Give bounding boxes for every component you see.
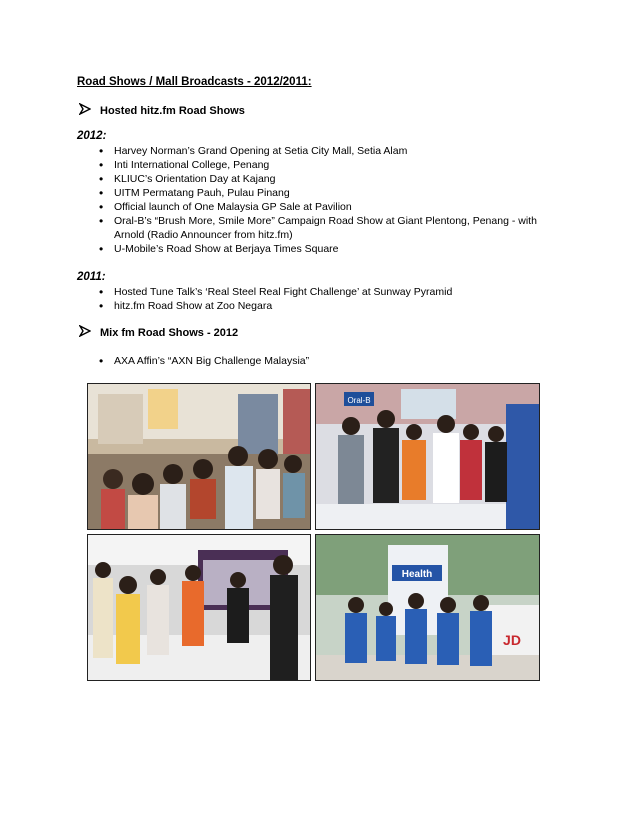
list-mixfm [99,354,309,368]
list-2012 [99,144,544,256]
list-item: • KLIUC’s Orientation Day at Kajang [99,172,544,186]
arrow-bullet-icon [79,325,93,340]
list-item: • Inti International College, Penang [99,158,544,172]
section-heading-label: Mix fm Road Shows - 2012 [100,326,239,339]
list-item: • U-Mobile’s Road Show at Berjaya Times Square [99,242,544,256]
list-item: • UITM Permatang Pauh, Pulau Pinang [99,186,544,200]
photo-mall-crowd [87,383,311,530]
photo-car-text: JD [503,632,521,648]
page-title: Road Shows / Mall Broadcasts - 2012/2011: [77,76,312,88]
section-heading-hitz [79,103,245,118]
section-heading-label: Hosted hitz.fm Road Shows [100,104,245,117]
list-item: • Hosted Tune Talk’s ‘Real Steel Real Fight Challenge’ at Sunway Pyramid [99,285,452,299]
list-item: • Oral-B’s “Brush More, Smile More” Campaign Road Show at Giant Plentong, Penang - with Arnold (Radio Announcer from hitz.fm) [99,214,544,242]
photo-health-booth [315,534,540,681]
section-heading-mixfm [79,325,238,340]
list-item: • Harvey Norman’s Grand Opening at Setia City Mall, Setia Alam [99,144,544,158]
photo-banner-text: Oral-B [347,396,371,405]
year-label-2011: 2011: [77,271,106,283]
arrow-bullet-icon [79,103,93,118]
list-item: • hitz.fm Road Show at Zoo Negara [99,299,452,313]
photo-sign-text: Health [401,569,433,580]
photo-mall-interior [87,534,311,681]
year-label-2012: 2012: [77,130,107,142]
photo-oralb-booth [315,383,540,530]
list-item: • AXA Affin’s “AXN Big Challenge Malaysia” [99,354,309,368]
list-2011 [99,285,452,313]
list-item: • Official launch of One Malaysia GP Sale at Pavilion [99,200,544,214]
